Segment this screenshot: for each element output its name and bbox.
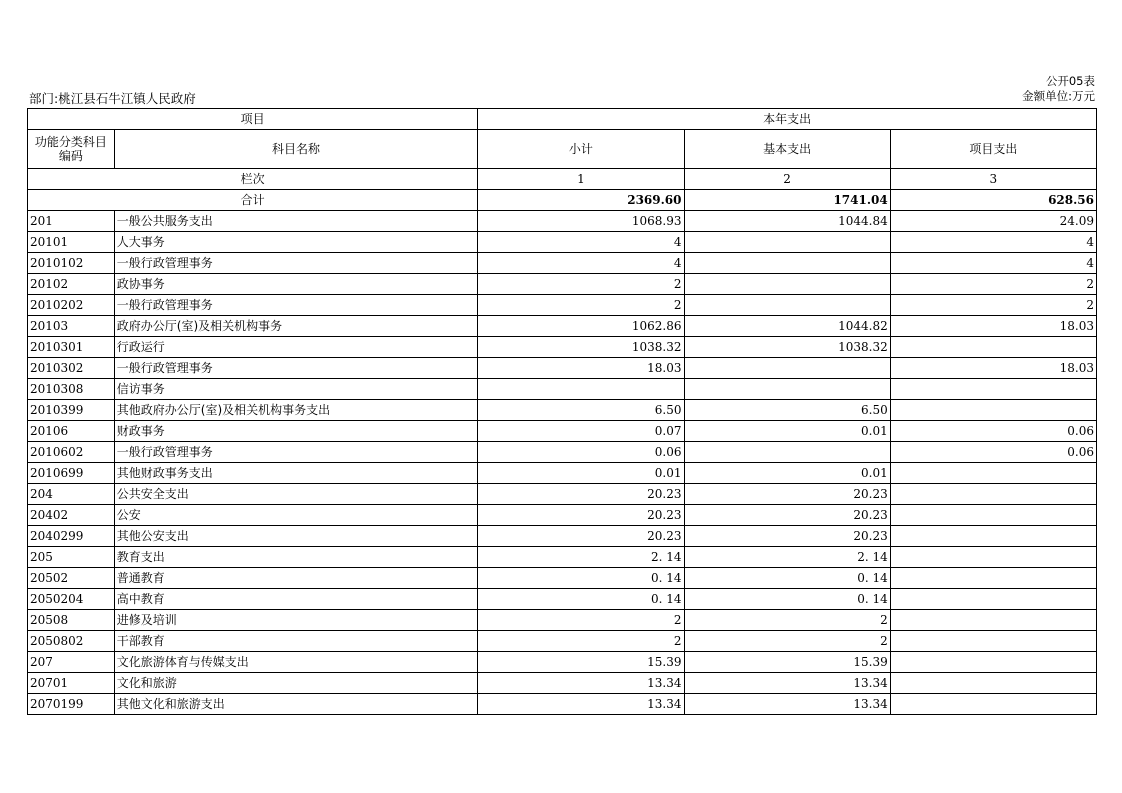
table-row — [28, 484, 1097, 505]
row-subtotal: 13.34 — [478, 694, 684, 715]
row-basic: 2 — [684, 631, 890, 652]
row-name: 财政事务 — [114, 421, 477, 442]
row-name: 公安 — [114, 505, 477, 526]
column-index-row — [28, 169, 1097, 190]
row-name: 进修及培训 — [114, 610, 477, 631]
row-name: 文化旅游体育与传媒支出 — [114, 652, 477, 673]
table-row — [28, 421, 1097, 442]
item-group-header: 项目 — [28, 109, 478, 130]
department-label: 部门:桃江县石牛江镇人民政府 — [29, 91, 196, 106]
row-name: 一般行政管理事务 — [114, 442, 477, 463]
row-name: 一般行政管理事务 — [114, 358, 477, 379]
row-project — [890, 568, 1096, 589]
row-subtotal: 0. 14 — [478, 589, 684, 610]
row-project — [890, 379, 1096, 400]
row-project — [890, 463, 1096, 484]
row-project: 2 — [890, 274, 1096, 295]
basic-column-header: 基本支出 — [684, 130, 890, 169]
row-code: 2070199 — [28, 694, 115, 715]
row-subtotal: 13.34 — [478, 673, 684, 694]
table-row — [28, 211, 1097, 232]
table-row — [28, 652, 1097, 673]
row-subtotal: 18.03 — [478, 358, 684, 379]
row-project — [890, 673, 1096, 694]
row-code: 201 — [28, 211, 115, 232]
total-basic: 1741.04 — [684, 190, 890, 211]
row-project — [890, 694, 1096, 715]
row-name: 其他公安支出 — [114, 526, 477, 547]
row-code: 207 — [28, 652, 115, 673]
row-project — [890, 589, 1096, 610]
row-code: 20101 — [28, 232, 115, 253]
row-name: 信访事务 — [114, 379, 477, 400]
row-code: 2010399 — [28, 400, 115, 421]
column-index-2: 2 — [684, 169, 890, 190]
row-subtotal: 0.01 — [478, 463, 684, 484]
row-code: 205 — [28, 547, 115, 568]
row-code: 20701 — [28, 673, 115, 694]
row-basic — [684, 295, 890, 316]
row-name: 高中教育 — [114, 589, 477, 610]
header-row-columns — [28, 130, 1097, 169]
row-name: 公共安全支出 — [114, 484, 477, 505]
row-basic — [684, 253, 890, 274]
row-project — [890, 547, 1096, 568]
row-name: 一般公共服务支出 — [114, 211, 477, 232]
row-subtotal: 20.23 — [478, 526, 684, 547]
row-basic: 1038.32 — [684, 337, 890, 358]
row-subtotal: 0.07 — [478, 421, 684, 442]
row-code: 204 — [28, 484, 115, 505]
row-subtotal: 0.06 — [478, 442, 684, 463]
row-code: 2010302 — [28, 358, 115, 379]
row-name: 其他文化和旅游支出 — [114, 694, 477, 715]
row-project — [890, 610, 1096, 631]
total-label: 合计 — [28, 190, 478, 211]
row-project — [890, 526, 1096, 547]
row-basic: 6.50 — [684, 400, 890, 421]
table-row — [28, 253, 1097, 274]
header-row-groups — [28, 109, 1097, 130]
row-basic — [684, 232, 890, 253]
row-name: 一般行政管理事务 — [114, 253, 477, 274]
row-code: 2050802 — [28, 631, 115, 652]
table-row — [28, 337, 1097, 358]
table-row — [28, 274, 1097, 295]
table-row — [28, 400, 1097, 421]
row-code: 2010699 — [28, 463, 115, 484]
row-code: 20103 — [28, 316, 115, 337]
project-column-header: 项目支出 — [890, 130, 1096, 169]
total-project: 628.56 — [890, 190, 1096, 211]
row-subtotal: 4 — [478, 232, 684, 253]
row-subtotal: 1068.93 — [478, 211, 684, 232]
table-row — [28, 610, 1097, 631]
table-row — [28, 358, 1097, 379]
row-basic: 0.01 — [684, 463, 890, 484]
row-subtotal: 2 — [478, 274, 684, 295]
row-name: 其他政府办公厅(室)及相关机构事务支出 — [114, 400, 477, 421]
row-basic: 20.23 — [684, 505, 890, 526]
row-code: 20508 — [28, 610, 115, 631]
row-name: 人大事务 — [114, 232, 477, 253]
row-subtotal: 15.39 — [478, 652, 684, 673]
row-basic: 20.23 — [684, 484, 890, 505]
row-code: 20402 — [28, 505, 115, 526]
row-basic: 15.39 — [684, 652, 890, 673]
subtotal-column-header: 小计 — [478, 130, 684, 169]
table-row — [28, 694, 1097, 715]
row-basic — [684, 442, 890, 463]
row-basic — [684, 358, 890, 379]
table-row — [28, 316, 1097, 337]
row-project: 18.03 — [890, 316, 1096, 337]
row-subtotal: 4 — [478, 253, 684, 274]
table-row — [28, 673, 1097, 694]
row-code: 20106 — [28, 421, 115, 442]
row-code: 2010202 — [28, 295, 115, 316]
row-basic: 20.23 — [684, 526, 890, 547]
table-row — [28, 589, 1097, 610]
row-project — [890, 652, 1096, 673]
row-subtotal: 1038.32 — [478, 337, 684, 358]
table-row — [28, 547, 1097, 568]
row-subtotal: 2 — [478, 295, 684, 316]
row-code: 2010102 — [28, 253, 115, 274]
row-name: 行政运行 — [114, 337, 477, 358]
row-basic: 13.34 — [684, 694, 890, 715]
column-index-3: 3 — [890, 169, 1096, 190]
row-project — [890, 631, 1096, 652]
row-code: 2010602 — [28, 442, 115, 463]
row-name: 一般行政管理事务 — [114, 295, 477, 316]
row-name: 文化和旅游 — [114, 673, 477, 694]
code-column-header: 功能分类科目编码 — [28, 130, 115, 169]
row-subtotal: 2 — [478, 610, 684, 631]
row-project — [890, 400, 1096, 421]
row-project: 18.03 — [890, 358, 1096, 379]
row-code: 20502 — [28, 568, 115, 589]
row-basic — [684, 379, 890, 400]
table-row — [28, 526, 1097, 547]
row-subtotal — [478, 379, 684, 400]
column-index-label: 栏次 — [28, 169, 478, 190]
row-name: 其他财政事务支出 — [114, 463, 477, 484]
row-project — [890, 505, 1096, 526]
row-subtotal: 1062.86 — [478, 316, 684, 337]
row-code: 2010308 — [28, 379, 115, 400]
total-subtotal: 2369.60 — [478, 190, 684, 211]
row-code: 2010301 — [28, 337, 115, 358]
row-code: 20102 — [28, 274, 115, 295]
row-basic — [684, 274, 890, 295]
table-row — [28, 379, 1097, 400]
table-row — [28, 568, 1097, 589]
row-project — [890, 484, 1096, 505]
row-basic: 1044.84 — [684, 211, 890, 232]
row-project: 0.06 — [890, 421, 1096, 442]
row-project: 4 — [890, 232, 1096, 253]
table-row — [28, 232, 1097, 253]
row-project: 2 — [890, 295, 1096, 316]
row-subtotal: 20.23 — [478, 505, 684, 526]
row-project: 0.06 — [890, 442, 1096, 463]
row-project — [890, 337, 1096, 358]
row-subtotal: 2. 14 — [478, 547, 684, 568]
row-basic: 2 — [684, 610, 890, 631]
row-basic: 13.34 — [684, 673, 890, 694]
total-row — [28, 190, 1097, 211]
table-row — [28, 295, 1097, 316]
row-code: 2040299 — [28, 526, 115, 547]
name-column-header: 科目名称 — [114, 130, 477, 169]
row-code: 2050204 — [28, 589, 115, 610]
amount-unit: 金额单位:万元 — [1022, 89, 1095, 103]
expenditure-table — [27, 108, 1097, 715]
row-name: 教育支出 — [114, 547, 477, 568]
table-row — [28, 442, 1097, 463]
row-basic: 0. 14 — [684, 568, 890, 589]
row-subtotal: 0. 14 — [478, 568, 684, 589]
row-subtotal: 2 — [478, 631, 684, 652]
table-row — [28, 463, 1097, 484]
row-name: 政协事务 — [114, 274, 477, 295]
row-basic: 0. 14 — [684, 589, 890, 610]
row-basic: 0.01 — [684, 421, 890, 442]
row-basic: 2. 14 — [684, 547, 890, 568]
row-project: 24.09 — [890, 211, 1096, 232]
row-name: 政府办公厅(室)及相关机构事务 — [114, 316, 477, 337]
table-row — [28, 505, 1097, 526]
table-number: 公开05表 — [1045, 74, 1095, 88]
row-name: 普通教育 — [114, 568, 477, 589]
row-name: 干部教育 — [114, 631, 477, 652]
header-right — [1022, 74, 1095, 104]
row-project: 4 — [890, 253, 1096, 274]
column-index-1: 1 — [478, 169, 684, 190]
row-subtotal: 20.23 — [478, 484, 684, 505]
annual-expenditure-header: 本年支出 — [478, 109, 1097, 130]
row-subtotal: 6.50 — [478, 400, 684, 421]
row-basic: 1044.82 — [684, 316, 890, 337]
table-row — [28, 631, 1097, 652]
